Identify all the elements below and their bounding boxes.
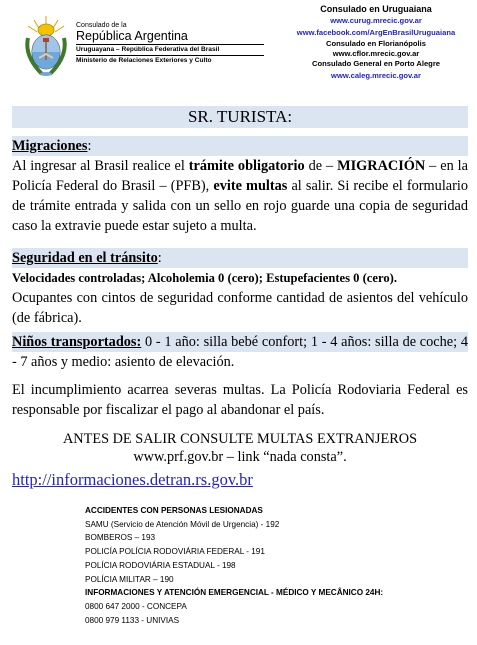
migraciones-heading-text: Migraciones — [12, 138, 88, 154]
consulado-uruguaiana-label: Consulado en Uruguaiana — [320, 4, 432, 14]
detran-link[interactable]: http://informaciones.detran.rs.gov.br — [12, 470, 253, 489]
contact-item: SAMU (Servicio de Atención Móvil de Urgencia) - 192 — [85, 519, 280, 529]
contact-item: POLÍCIA RODOVIÁRIA ESTADUAL - 198 — [85, 560, 236, 570]
republica-argentina-label: República Argentina — [76, 29, 188, 43]
text-run: Al ingresar al Brasil realice el — [12, 158, 189, 174]
informaciones-heading: INFORMACIONES Y ATENCIÓN EMERGENCIAL - MÉDICO Y MECÂNICO 24H: — [85, 588, 384, 598]
contact-item: BOMBEROS – 193 — [85, 533, 156, 543]
antes-line-2: www.prf.gov.br – link “nada consta”. — [133, 449, 347, 465]
ninos-section — [12, 332, 468, 372]
text-run: – en la Policía Federal do Brasil – (PFB), — [12, 158, 468, 194]
bold-run: trámite obligatorio — [188, 158, 305, 174]
accidentes-heading: ACCIDENTES CON PERSONAS LESIONADAS — [85, 506, 263, 515]
letterhead — [0, 0, 477, 98]
seguridad-section — [12, 248, 468, 328]
consulate-contacts — [278, 3, 474, 82]
emergency-contacts — [85, 504, 383, 627]
divider — [76, 44, 264, 45]
ninos-text — [12, 332, 468, 372]
uruguayana-label: Uruguayana – República Federativa del Brasil — [76, 46, 220, 53]
contact-item: 0800 647 2000 - CONCEPA — [85, 601, 187, 611]
seguridad-text: Ocupantes con cintos de seguridad conforme cantidad de asientos del vehículo (de fábrica). — [12, 290, 468, 326]
curug-link[interactable]: www.curug.mrecic.gov.ar — [330, 16, 422, 25]
contact-item: POLICÍA POLÍCIA RODOVIÁRIA FEDERAL - 191 — [85, 547, 265, 557]
divider — [76, 55, 264, 56]
bold-run: MIGRACIÓN — [337, 158, 426, 174]
ministerio-label: Ministerio de Relaciones Exteriores y Culto — [76, 57, 212, 64]
text-run: al salir. Si recibe el formulario de trámite entrada y salida con un sello en rojo guarde una copia de seguridad caso la extravie puede estar sujeto a multa. — [12, 178, 469, 234]
migraciones-heading — [12, 136, 468, 156]
antes-line-1: ANTES DE SALIR CONSULTE MULTAS EXTRANJEROS — [62, 431, 418, 447]
argentina-coat-of-arms-icon — [22, 14, 70, 78]
consulate-letterhead — [76, 22, 264, 65]
text-run: de – — [304, 158, 338, 174]
ninos-body: 0 - 1 año: silla bebé confort; 1 - 4 años: silla de coche; 4 - 7 años y medio: asiento de elevación. — [12, 334, 468, 370]
contact-item: POLÍCIA MILITAR – 190 — [85, 574, 174, 584]
heading-colon: : — [157, 250, 162, 266]
seguridad-bold-line: Velocidades controladas; Alcoholemia 0 (cero); Estupefacientes 0 (cero). — [12, 271, 397, 285]
bold-run: evite multas — [213, 178, 288, 194]
cflor-web-label: www.cflor.mrecic.gov.ar — [332, 49, 420, 58]
ninos-heading: Niños transportados: — [12, 334, 142, 350]
heading-colon: : — [87, 138, 92, 154]
caleg-link[interactable]: www.caleg.mrecic.gov.ar — [331, 71, 421, 80]
contact-item: 0800 979 1133 - UNIVIAS — [85, 615, 180, 625]
facebook-link[interactable]: www.facebook.com/ArgEnBrasilUruguaiana — [296, 28, 456, 37]
seguridad-heading-text: Seguridad en el tránsito — [12, 250, 158, 266]
consulado-label: Consulado de la — [76, 22, 127, 29]
consulado-porto-alegre-label: Consulado General en Porto Alegre — [312, 59, 440, 68]
incumplimiento-paragraph: El incumplimiento acarrea severas multas. La Policía Rodoviaria Federal es responsable por fiscalizar el pago al abandonar el país. — [12, 382, 468, 418]
seguridad-heading — [12, 248, 468, 268]
page-title: SR. TURISTA: — [12, 106, 468, 128]
migraciones-text — [12, 156, 468, 236]
migraciones-section — [12, 136, 468, 236]
consulado-florianopolis-label: Consulado en Florianópolis — [326, 39, 426, 48]
